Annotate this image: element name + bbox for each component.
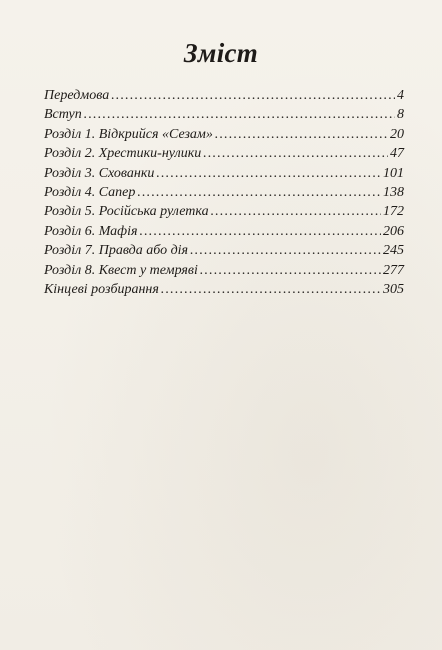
toc-entry-title: Розділ 4. Сапер	[44, 184, 136, 200]
page-title: Зміст	[183, 38, 259, 68]
toc-entry-title: Розділ 7. Правда або дія	[44, 243, 189, 259]
toc-entry-page: 172	[383, 204, 404, 220]
toc-entry-page: 8	[397, 107, 404, 123]
dot-leader	[84, 105, 395, 124]
toc-entry	[44, 202, 404, 221]
table-of-contents	[44, 86, 404, 299]
toc-entry	[44, 261, 404, 280]
dot-leader	[215, 125, 388, 144]
dot-leader	[200, 261, 381, 280]
toc-entry	[44, 222, 404, 241]
toc-entry-page: 4	[397, 88, 404, 103]
dot-leader	[203, 144, 388, 163]
dot-leader	[111, 86, 395, 105]
toc-entry-page: 20	[390, 126, 404, 142]
toc-entry-page: 245	[383, 243, 404, 259]
toc-entry-page: 138	[383, 184, 404, 200]
toc-entry-page: 101	[383, 165, 404, 181]
dot-leader	[190, 241, 381, 260]
toc-entry	[44, 125, 404, 144]
toc-entry-page: 277	[383, 262, 404, 278]
dot-leader	[156, 164, 381, 183]
toc-entry-title: Кінцеві розбирання	[44, 281, 159, 297]
toc-entry-page: 206	[383, 223, 404, 239]
dot-leader	[137, 183, 381, 202]
dot-leader	[211, 202, 381, 221]
toc-entry-title: Вступ	[44, 107, 82, 123]
toc-entry-title: Розділ 1. Відкрийся «Сезам»	[44, 126, 213, 142]
toc-entry-title: Розділ 2. Хрестики-нулики	[44, 146, 202, 162]
toc-entry	[44, 105, 404, 124]
toc-entry-title: Передмова	[44, 88, 110, 103]
toc-entry	[44, 280, 404, 299]
toc-entry	[44, 241, 404, 260]
toc-entry	[44, 86, 404, 105]
toc-entry-title: Розділ 3. Схованки	[44, 165, 155, 181]
toc-entry-title: Розділ 6. Мафія	[44, 223, 138, 239]
toc-entry	[44, 164, 404, 183]
toc-entry-title: Розділ 8. Квест у темряві	[44, 262, 198, 278]
toc-entry	[44, 144, 404, 163]
toc-entry	[44, 183, 404, 202]
dot-leader	[140, 222, 381, 241]
dot-leader	[161, 280, 381, 299]
toc-entry-title: Розділ 5. Російська рулетка	[44, 204, 209, 220]
toc-entry-page: 47	[390, 146, 404, 162]
toc-entry-page: 305	[383, 281, 404, 297]
